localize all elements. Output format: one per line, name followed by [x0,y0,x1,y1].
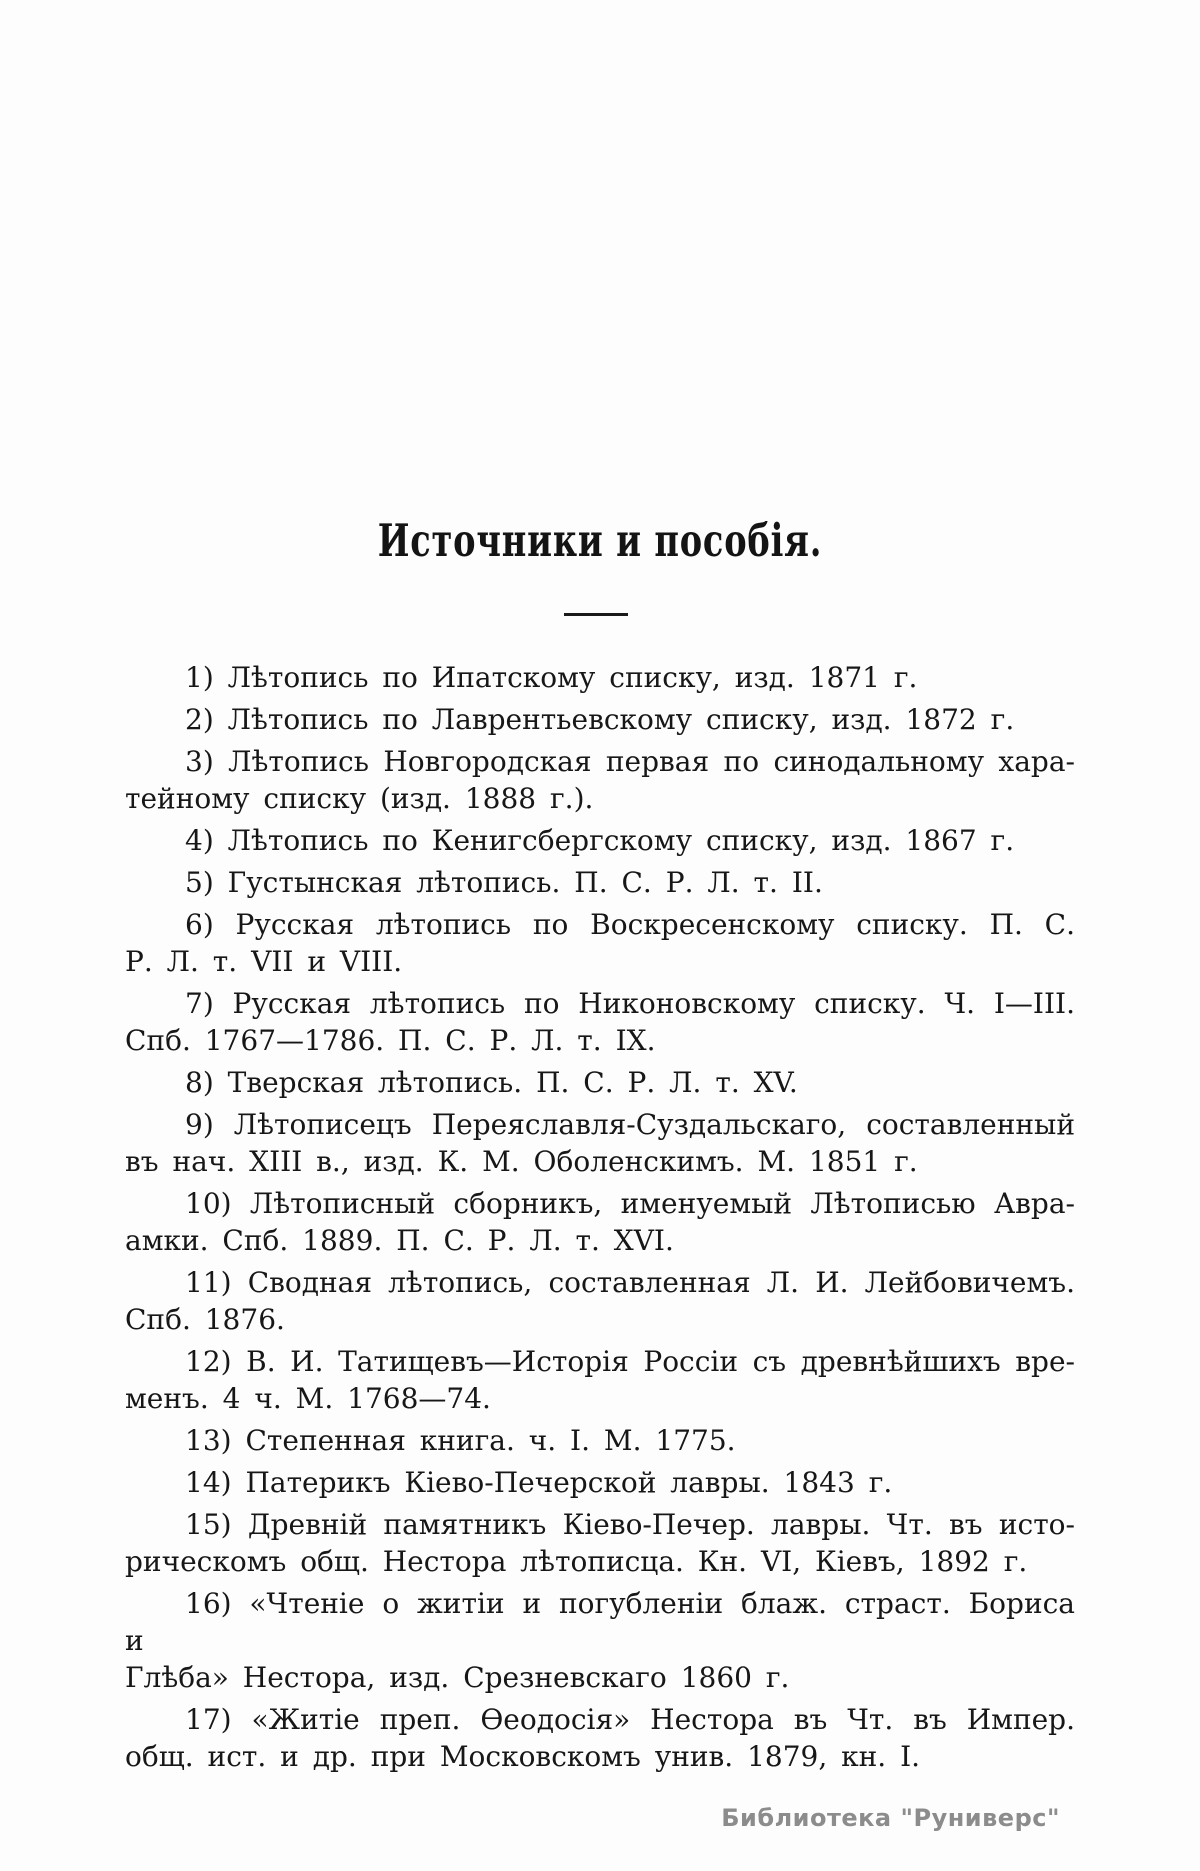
bib-entry-8-line-1: 8) Тверская лѣтопись. П. С. Р. Л. т. XV. [185,1066,798,1099]
bib-entry-17-line-1: 17) «Житіе преп. Ѳеодосія» Нестора въ Чт. въ Импер. [185,1703,1075,1736]
bib-entry-5 [125,864,1075,901]
bib-entry-9 [125,1106,1075,1180]
bib-entry-17 [125,1701,1075,1775]
bib-entry-3-line-2: тейному списку (изд. 1888 г.). [125,782,594,815]
bib-entry-15-line-2: рическомъ общ. Нестора лѣтописца. Кн. VI, Кіевъ, 1892 г. [125,1545,1028,1578]
bib-entry-12 [125,1343,1075,1417]
bibliography-list [125,659,1075,1780]
bib-entry-11-line-2: Спб. 1876. [125,1303,285,1336]
library-watermark: Библиотека "Руниверс" [721,1804,1060,1832]
bib-entry-7-line-2: Спб. 1767—1786. П. С. Р. Л. т. IX. [125,1024,656,1057]
bib-entry-2-line-1: 2) Лѣтопись по Лаврентьевскому списку, изд. 1872 г. [185,703,1015,736]
bib-entry-11 [125,1264,1075,1338]
bib-entry-7 [125,985,1075,1059]
bib-entry-3 [125,743,1075,817]
bib-entry-4-line-1: 4) Лѣтопись по Кенигсбергскому списку, изд. 1867 г. [185,824,1015,857]
page-title: Источники и пособія. [377,514,823,567]
bib-entry-5-line-1: 5) Густынская лѣтопись. П. С. Р. Л. т. II. [185,866,823,899]
bib-entry-13-line-1: 13) Степенная книга. ч. I. М. 1775. [185,1424,736,1457]
bib-entry-11-line-1: 11) Сводная лѣтопись, составленная Л. И. Лейбовичемъ. [185,1266,1075,1299]
bib-entry-17-line-2: общ. ист. и др. при Московскомъ унив. 1879, кн. I. [125,1740,921,1773]
bib-entry-6-line-2: Р. Л. т. VII и VIII. [125,945,403,978]
bib-entry-6-line-1: 6) Русская лѣтопись по Воскресенскому списку. П. С. [185,908,1075,941]
bib-entry-14-line-1: 14) Патерикъ Кіево-Печерской лавры. 1843 г. [185,1466,893,1499]
bib-entry-8 [125,1064,1075,1101]
title-divider [564,613,628,616]
bib-entry-1-line-1: 1) Лѣтопись по Ипатскому списку, изд. 1871 г. [185,661,918,694]
bib-entry-16-line-2: Глѣба» Нестора, изд. Срезневскаго 1860 г. [125,1661,790,1694]
bib-entry-10-line-1: 10) Лѣтописный сборникъ, именуемый Лѣтописью Авра- [185,1187,1075,1220]
bib-entry-15-line-1: 15) Древній памятникъ Кіево-Печер. лавры. Чт. въ исто- [185,1508,1075,1541]
bib-entry-16-line-1: 16) «Чтеніе о житіи и погубленіи блаж. страст. Бориса и [125,1587,1075,1657]
bib-entry-16 [125,1585,1075,1696]
bib-entry-3-line-1: 3) Лѣтопись Новгородская первая по синодальному хара- [185,745,1075,778]
bib-entry-7-line-1: 7) Русская лѣтопись по Никоновскому списку. Ч. I—III. [185,987,1075,1020]
bib-entry-10-line-2: амки. Спб. 1889. П. С. Р. Л. т. XVI. [125,1224,674,1257]
bib-entry-14 [125,1464,1075,1501]
bib-entry-12-line-1: 12) В. И. Татищевъ—Исторія Россіи съ древнѣйшихъ вре- [185,1345,1075,1378]
bib-entry-1 [125,659,1075,696]
bib-entry-13 [125,1422,1075,1459]
bib-entry-4 [125,822,1075,859]
bib-entry-12-line-2: менъ. 4 ч. М. 1768—74. [125,1382,491,1415]
bib-entry-9-line-1: 9) Лѣтописецъ Переяславля-Суздальскаго, составленный [185,1108,1075,1141]
bib-entry-15 [125,1506,1075,1580]
bib-entry-6 [125,906,1075,980]
bib-entry-2 [125,701,1075,738]
bib-entry-10 [125,1185,1075,1259]
bib-entry-9-line-2: въ нач. XIII в., изд. К. М. Оболенскимъ. М. 1851 г. [125,1145,918,1178]
